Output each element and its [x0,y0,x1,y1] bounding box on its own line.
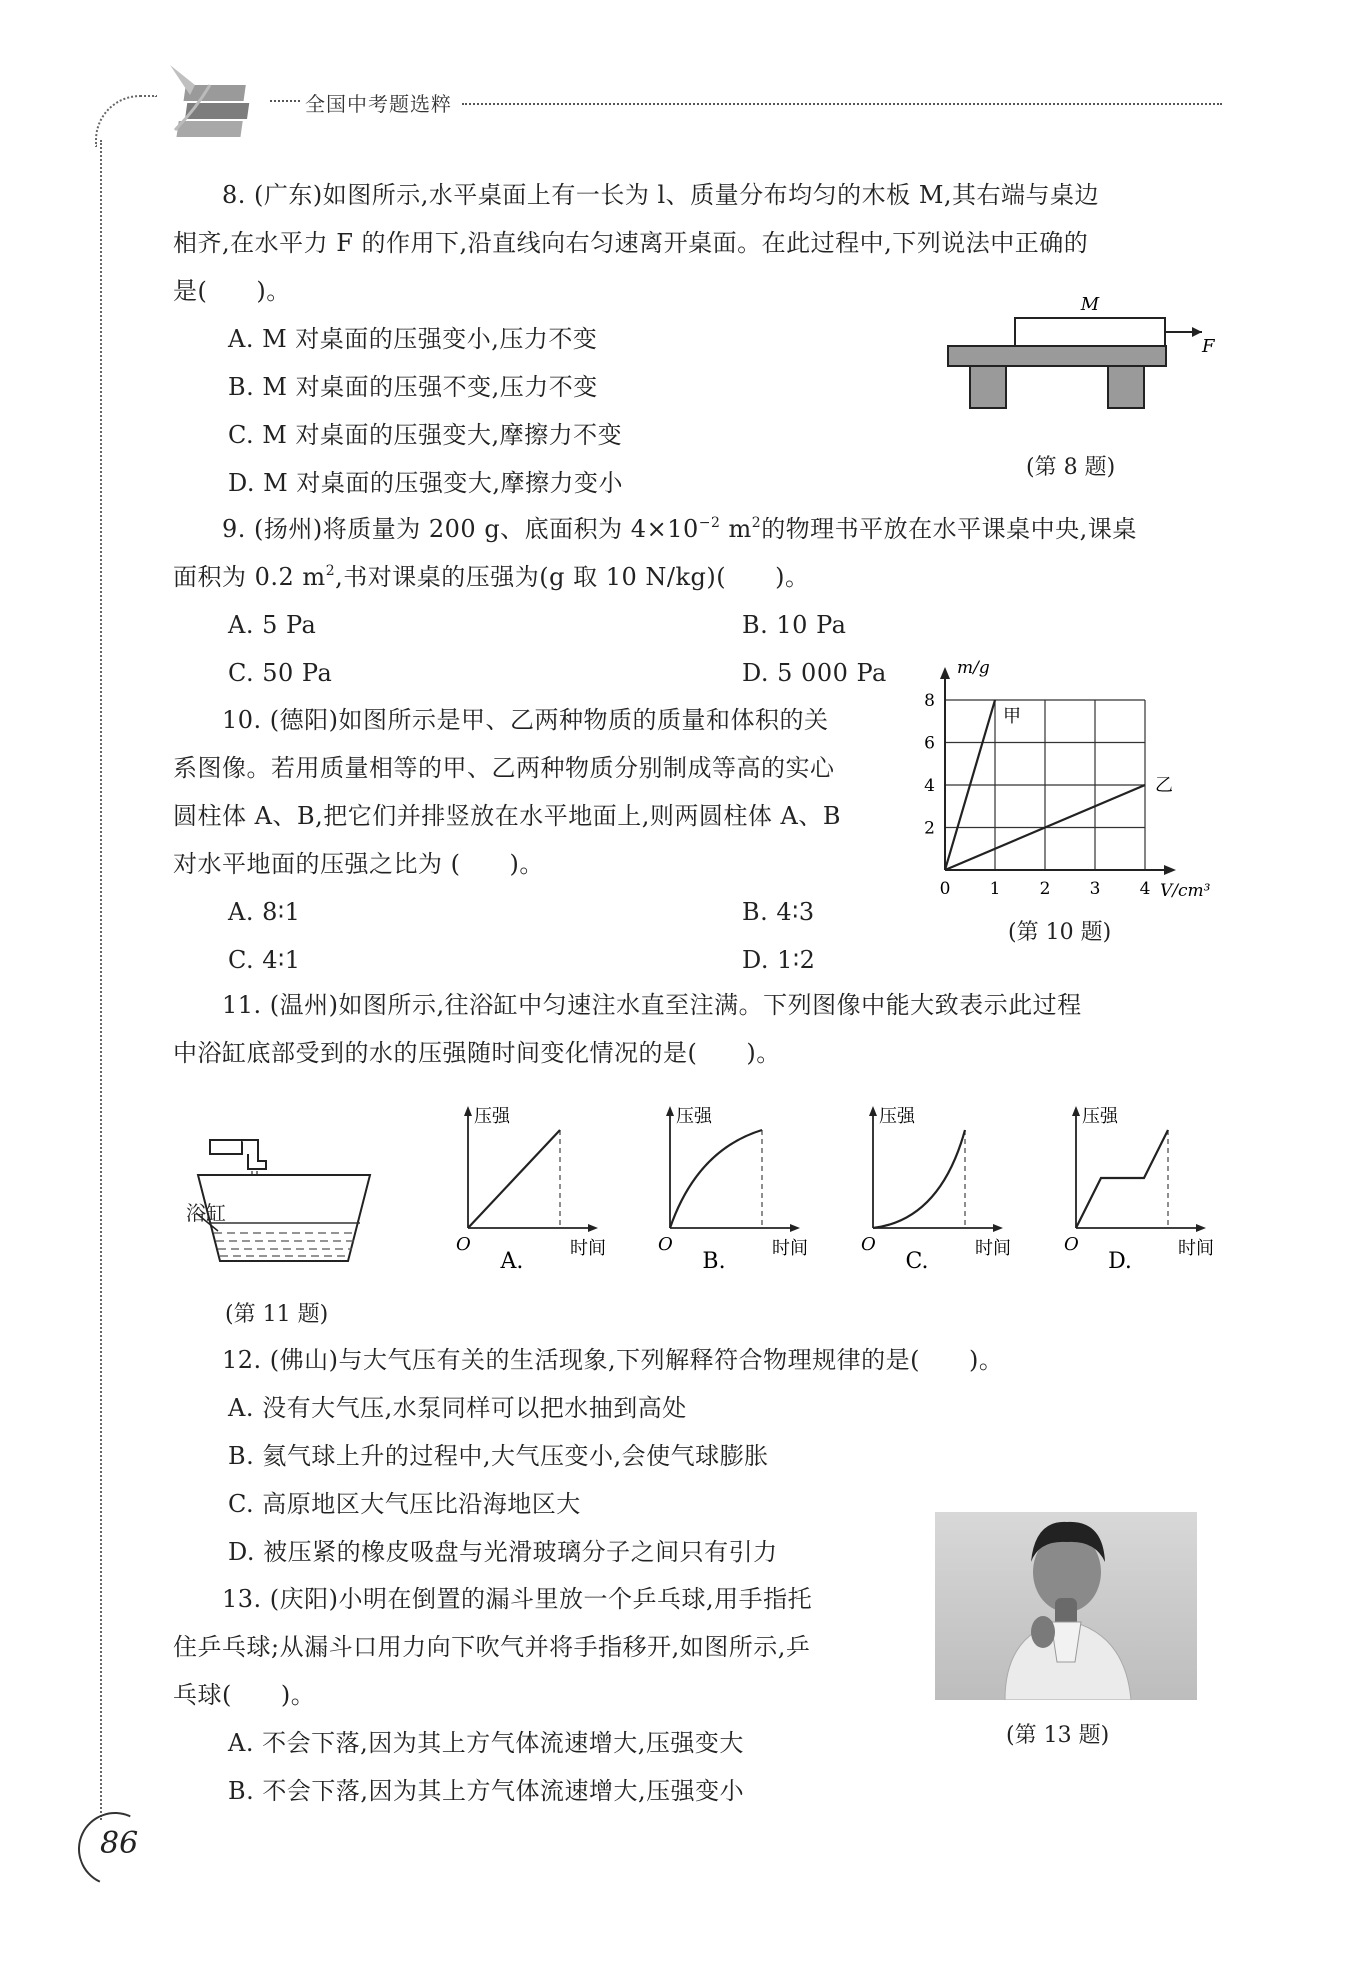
pressure-curve [468,1130,560,1228]
option-label: B. [702,1249,726,1270]
y-axis-label: m/g [957,658,990,678]
q10-caption: (第 10 题) [1008,920,1112,945]
q10-line-1: 10. (德阳)如图所示是甲、乙两种物质的质量和体积的关 [222,706,829,734]
q12-option-b: B. 氦气球上升的过程中,大气压变小,会使气球膨胀 [228,1442,769,1470]
faucet-spout [242,1140,266,1169]
x-tick-label: 0 [939,879,951,899]
series-label-2: 乙 [1155,775,1173,796]
x-axis-arrow [1196,1224,1206,1232]
q9-option-b: B. 10 Pa [742,611,847,639]
y-axis-label: 压强 [676,1106,712,1127]
q13-photo-boy-blowing-funnel [935,1512,1197,1700]
q11-graph-a [440,1100,620,1270]
option-label: C. [905,1249,929,1270]
x-axis-label: 时间 [772,1238,808,1259]
x-axis-arrow [1164,865,1176,875]
pressure-curve [1076,1130,1168,1228]
q11-line-1: 11. (温州)如图所示,往浴缸中匀速注水直至注满。下列图像中能大致表示此过程 [222,991,1082,1019]
y-axis-arrow [1072,1106,1080,1116]
header-dots-left [270,100,300,102]
y-axis-label: 压强 [879,1106,915,1127]
q8-option-d: D. M 对桌面的压强变大,摩擦力变小 [228,469,623,497]
q8-figure [940,290,1230,430]
x-tick-label: 2 [1039,879,1051,899]
y-axis-label: 压强 [474,1106,510,1127]
option-label: D. [1108,1249,1132,1270]
q12-option-c: C. 高原地区大气压比沿海地区大 [228,1490,581,1518]
x-tick-label: 3 [1089,879,1101,899]
q13-option-a: A. 不会下落,因为其上方气体流速增大,压强变大 [228,1729,744,1757]
origin-label: O [1064,1234,1079,1255]
label-m: M [1080,294,1100,315]
q13-line-3: 乓球( )。 [173,1681,316,1709]
y-tick-label: 8 [924,691,935,711]
q13-line-2: 住乒乓球;从漏斗口用力向下吹气并将手指移开,如图所示,乒 [173,1633,811,1661]
x-tick-label: 1 [989,879,1001,899]
q10-mass-volume-chart [920,655,1230,900]
q10-line-4: 对水平地面的压强之比为 ( )。 [173,850,544,878]
y-axis-arrow [869,1106,877,1116]
y-axis-arrow [666,1106,674,1116]
q11-graph-b [642,1100,822,1270]
y-axis-arrow [464,1106,472,1116]
q9-line-1: 9. (扬州)将质量为 200 g、底面积为 $4\times 10^{-2}$ $m^2$的物理书平放在水平课桌中央,课桌 [222,515,1137,543]
force-arrowhead [1192,327,1202,337]
q9-option-a: A. 5 Pa [228,611,317,639]
tub-label: 浴缸 [186,1201,226,1225]
series-label-1: 甲 [1003,706,1021,727]
margin-dotted-line [100,140,102,1820]
y-axis-label: 压强 [1082,1106,1118,1127]
y-axis-arrow [940,667,950,679]
origin-label: O [456,1234,471,1255]
header-title: 全国中考题选粹 [305,92,452,116]
q12-line: 12. (佛山)与大气压有关的生活现象,下列解释符合物理规律的是( )。 [222,1346,1004,1374]
q13-caption: (第 13 题) [1006,1723,1110,1748]
x-axis-label: 时间 [975,1238,1011,1259]
q13-line-1: 13. (庆阳)小明在倒置的漏斗里放一个乒乓球,用手指托 [222,1585,813,1613]
label-f: F [1202,336,1215,357]
y-tick-label: 4 [924,776,935,796]
x-tick-label: 4 [1139,879,1151,899]
q11-graph-c [845,1100,1025,1270]
origin-label: O [861,1234,876,1255]
q10-option-a: A. 8∶1 [228,898,301,926]
pressure-curve [670,1130,762,1228]
x-axis-arrow [993,1224,1003,1232]
q10-option-d: D. 1∶2 [742,946,816,974]
q10-line-3: 圆柱体 A、B,把它们并排竖放在水平地面上,则两圆柱体 A、B [173,802,841,830]
x-axis-label: 时间 [1178,1238,1214,1259]
q8-line-3: 是( )。 [173,277,291,305]
x-axis-arrow [588,1224,598,1232]
pressure-curve [873,1130,965,1228]
faucet-icon [210,1140,242,1154]
q9-option-c: C. 50 Pa [228,659,333,687]
q8-caption: (第 8 题) [1026,455,1116,480]
q8-option-a: A. M 对桌面的压强变小,压力不变 [228,325,598,353]
q8-option-b: B. M 对桌面的压强不变,压力不变 [228,373,598,401]
x-axis-label: V/cm³ [1160,881,1211,900]
x-axis-label: 时间 [570,1238,606,1259]
table-leg-left [970,366,1006,408]
header-dots-right [462,103,1222,105]
q10-line-2: 系图像。若用质量相等的甲、乙两种物质分别制成等高的实心 [173,754,835,782]
wooden-board-m [1015,318,1165,346]
q10-option-c: C. 4∶1 [228,946,301,974]
header-books-logo [150,55,270,145]
table-leg-right [1108,366,1144,408]
q12-option-a: A. 没有大气压,水泵同样可以把水抽到高处 [228,1394,687,1422]
table-top [948,346,1166,366]
q9-line-2: 面积为 0.2 $m^2$,书对课桌的压强为(g 取 10 N/kg)( )。 [173,563,810,591]
margin-curve [95,95,157,147]
q8-line-1: 8. (广东)如图所示,水平桌面上有一长为 l、质量分布均匀的木板 M,其右端与桌边 [222,181,1100,209]
q8-line-2: 相齐,在水平力 F 的作用下,沿直线向右匀速离开桌面。在此过程中,下列说法中正确的 [173,229,1089,257]
origin-label: O [658,1234,673,1255]
y-tick-label: 6 [924,733,935,754]
option-label: A. [500,1249,524,1270]
q12-option-d: D. 被压紧的橡皮吸盘与光滑玻璃分子之间只有引力 [228,1538,778,1566]
page-number: 86 [100,1826,139,1861]
q9-option-d: D. 5 000 Pa [742,659,887,687]
q10-option-b: B. 4∶3 [742,898,815,926]
q8-option-c: C. M 对桌面的压强变大,摩擦力不变 [228,421,623,449]
q11-graph-d [1048,1100,1228,1270]
q11-caption: (第 11 题) [225,1302,329,1327]
x-axis-arrow [790,1224,800,1232]
q11-line-2: 中浴缸底部受到的水的压强随时间变化情况的是( )。 [173,1039,781,1067]
y-tick-label: 2 [924,818,935,839]
q13-option-b: B. 不会下落,因为其上方气体流速增大,压强变小 [228,1777,745,1805]
